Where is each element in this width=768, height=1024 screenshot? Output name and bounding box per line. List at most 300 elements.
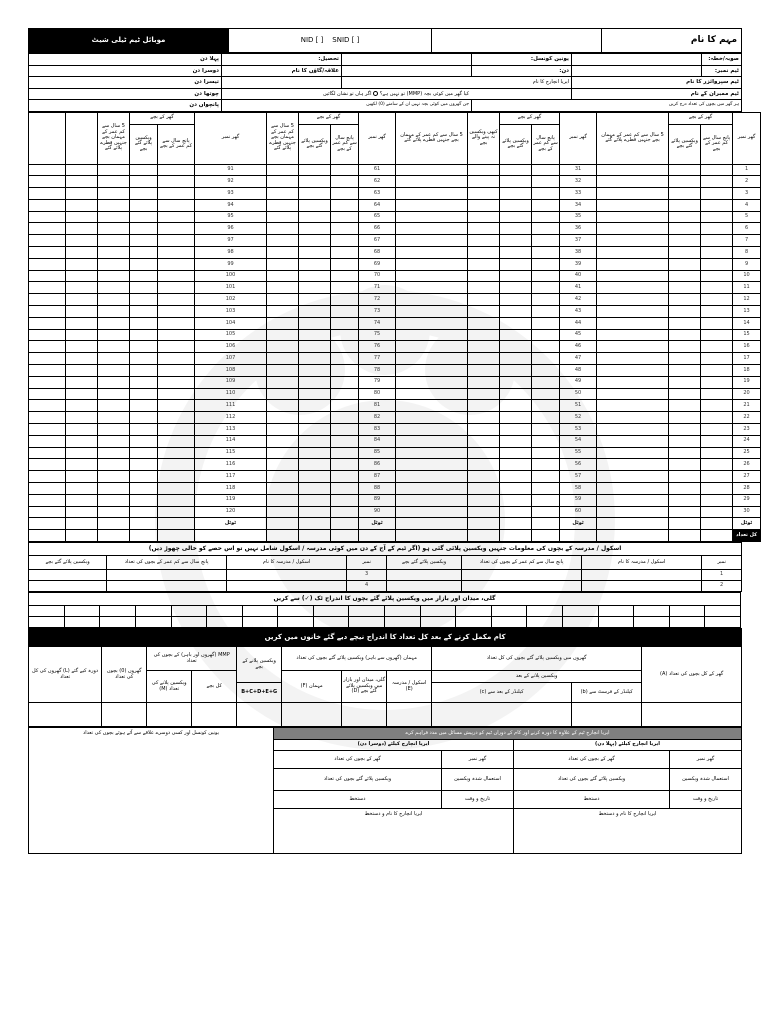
tally-cell[interactable] <box>597 506 669 518</box>
tally-cell[interactable] <box>669 506 701 518</box>
tally-cell[interactable] <box>532 317 560 329</box>
tally-cell[interactable] <box>98 353 130 365</box>
tally-cell[interactable] <box>29 188 66 200</box>
tally-cell[interactable] <box>500 494 532 506</box>
tally-cell[interactable] <box>396 247 468 259</box>
tally-cell[interactable] <box>267 223 299 235</box>
tally-cell[interactable] <box>669 247 701 259</box>
tally-cell[interactable] <box>98 365 130 377</box>
tally-cell[interactable] <box>396 176 468 188</box>
street-tick-cell[interactable] <box>669 606 705 617</box>
tally-cell[interactable] <box>98 506 130 518</box>
tally-cell[interactable] <box>396 329 468 341</box>
tally-cell[interactable] <box>98 317 130 329</box>
total-cell[interactable] <box>130 518 158 530</box>
tally-cell[interactable] <box>299 270 331 282</box>
total-cell[interactable] <box>500 518 532 530</box>
tally-cell[interactable] <box>98 176 130 188</box>
total-cell[interactable] <box>299 518 331 530</box>
tally-cell[interactable] <box>158 176 195 188</box>
grand-total-cell[interactable] <box>560 530 597 542</box>
total-cell[interactable] <box>66 518 98 530</box>
summary-field[interactable] <box>29 703 102 727</box>
street-tick-cell[interactable] <box>349 606 385 617</box>
tally-cell[interactable] <box>158 199 195 211</box>
tally-cell[interactable] <box>468 424 500 436</box>
tally-cell[interactable] <box>158 400 195 412</box>
tally-cell[interactable] <box>66 388 98 400</box>
street-tick-cell[interactable] <box>171 617 207 628</box>
tally-cell[interactable] <box>299 211 331 223</box>
tally-cell[interactable] <box>500 447 532 459</box>
tally-cell[interactable] <box>331 270 359 282</box>
tally-cell[interactable] <box>130 376 158 388</box>
tally-cell[interactable] <box>396 365 468 377</box>
tally-cell[interactable] <box>597 353 669 365</box>
tally-cell[interactable] <box>29 306 66 318</box>
tally-cell[interactable] <box>158 282 195 294</box>
grand-total-cell[interactable] <box>195 530 267 542</box>
tally-cell[interactable] <box>130 353 158 365</box>
tally-cell[interactable] <box>468 188 500 200</box>
tally-cell[interactable] <box>267 176 299 188</box>
tally-cell[interactable] <box>66 447 98 459</box>
street-tick-cell[interactable] <box>705 606 741 617</box>
grand-total-cell[interactable] <box>98 530 130 542</box>
total-cell[interactable] <box>158 518 195 530</box>
tally-cell[interactable] <box>158 270 195 282</box>
tally-cell[interactable] <box>130 188 158 200</box>
tally-cell[interactable] <box>468 471 500 483</box>
tally-cell[interactable] <box>98 199 130 211</box>
tally-cell[interactable] <box>267 306 299 318</box>
street-tick-cell[interactable] <box>207 617 243 628</box>
tally-cell[interactable] <box>29 376 66 388</box>
tally-cell[interactable] <box>130 247 158 259</box>
tally-cell[interactable] <box>158 459 195 471</box>
tally-cell[interactable] <box>500 247 532 259</box>
tally-cell[interactable] <box>66 471 98 483</box>
tally-cell[interactable] <box>299 188 331 200</box>
tally-cell[interactable] <box>299 306 331 318</box>
tally-cell[interactable] <box>701 506 733 518</box>
tally-cell[interactable] <box>267 376 299 388</box>
tally-cell[interactable] <box>331 211 359 223</box>
tally-cell[interactable] <box>98 471 130 483</box>
street-tick-cell[interactable] <box>313 606 349 617</box>
tally-cell[interactable] <box>29 223 66 235</box>
tally-cell[interactable] <box>130 494 158 506</box>
tally-cell[interactable] <box>130 294 158 306</box>
tally-cell[interactable] <box>701 424 733 436</box>
tally-cell[interactable] <box>532 270 560 282</box>
tally-cell[interactable] <box>532 506 560 518</box>
tally-cell[interactable] <box>29 459 66 471</box>
tally-cell[interactable] <box>532 223 560 235</box>
tally-cell[interactable] <box>299 164 331 176</box>
tally-cell[interactable] <box>396 341 468 353</box>
tally-cell[interactable] <box>500 506 532 518</box>
tally-cell[interactable] <box>396 447 468 459</box>
tally-cell[interactable] <box>701 223 733 235</box>
tally-cell[interactable] <box>66 459 98 471</box>
tally-cell[interactable] <box>130 223 158 235</box>
tally-cell[interactable] <box>701 376 733 388</box>
team-no-field[interactable] <box>572 65 702 77</box>
tally-cell[interactable] <box>701 494 733 506</box>
tally-cell[interactable] <box>98 388 130 400</box>
tally-cell[interactable] <box>701 459 733 471</box>
total-cell[interactable] <box>331 518 359 530</box>
tally-cell[interactable] <box>669 188 701 200</box>
tally-cell[interactable] <box>98 424 130 436</box>
tally-cell[interactable] <box>532 164 560 176</box>
tally-cell[interactable] <box>468 329 500 341</box>
tally-cell[interactable] <box>158 223 195 235</box>
tally-cell[interactable] <box>532 424 560 436</box>
tally-cell[interactable] <box>299 223 331 235</box>
tally-cell[interactable] <box>98 459 130 471</box>
tally-cell[interactable] <box>396 188 468 200</box>
tally-cell[interactable] <box>532 247 560 259</box>
tally-cell[interactable] <box>532 388 560 400</box>
tally-cell[interactable] <box>130 435 158 447</box>
tally-cell[interactable] <box>331 258 359 270</box>
tally-cell[interactable] <box>98 247 130 259</box>
tally-cell[interactable] <box>597 199 669 211</box>
tally-cell[interactable] <box>98 258 130 270</box>
tally-cell[interactable] <box>396 424 468 436</box>
tally-cell[interactable] <box>331 412 359 424</box>
tally-cell[interactable] <box>66 376 98 388</box>
tally-cell[interactable] <box>331 494 359 506</box>
tally-cell[interactable] <box>130 235 158 247</box>
campaign-name-field[interactable] <box>432 29 602 53</box>
tally-cell[interactable] <box>158 164 195 176</box>
tally-cell[interactable] <box>299 258 331 270</box>
tally-cell[interactable] <box>669 270 701 282</box>
tally-cell[interactable] <box>532 435 560 447</box>
tally-cell[interactable] <box>701 435 733 447</box>
tally-cell[interactable] <box>597 412 669 424</box>
school-field[interactable] <box>29 581 107 592</box>
grand-total-cell[interactable] <box>66 530 98 542</box>
tally-cell[interactable] <box>396 164 468 176</box>
tally-cell[interactable] <box>532 211 560 223</box>
summary-field[interactable] <box>102 703 147 727</box>
tally-cell[interactable] <box>468 447 500 459</box>
tally-cell[interactable] <box>66 164 98 176</box>
tally-cell[interactable] <box>532 329 560 341</box>
tally-cell[interactable] <box>29 494 66 506</box>
tally-cell[interactable] <box>267 412 299 424</box>
tally-cell[interactable] <box>597 258 669 270</box>
tally-cell[interactable] <box>701 258 733 270</box>
tally-cell[interactable] <box>669 400 701 412</box>
tally-cell[interactable] <box>500 459 532 471</box>
street-tick-cell[interactable] <box>385 617 421 628</box>
street-tick-cell[interactable] <box>456 606 492 617</box>
tally-cell[interactable] <box>299 400 331 412</box>
tally-cell[interactable] <box>500 306 532 318</box>
tally-cell[interactable] <box>267 471 299 483</box>
grand-total-cell[interactable] <box>331 530 359 542</box>
street-tick-cell[interactable] <box>64 617 100 628</box>
tally-cell[interactable] <box>500 294 532 306</box>
tally-cell[interactable] <box>468 388 500 400</box>
street-tick-cell[interactable] <box>278 617 314 628</box>
tally-cell[interactable] <box>66 329 98 341</box>
tally-cell[interactable] <box>299 365 331 377</box>
tally-cell[interactable] <box>468 341 500 353</box>
tally-cell[interactable] <box>299 282 331 294</box>
grand-total-cell[interactable] <box>359 530 396 542</box>
tally-cell[interactable] <box>701 247 733 259</box>
tally-cell[interactable] <box>66 235 98 247</box>
tally-cell[interactable] <box>532 282 560 294</box>
tally-cell[interactable] <box>66 341 98 353</box>
tally-cell[interactable] <box>500 176 532 188</box>
tally-cell[interactable] <box>158 435 195 447</box>
tally-cell[interactable] <box>701 235 733 247</box>
uc-field[interactable] <box>342 54 472 66</box>
grand-total-cell[interactable] <box>29 530 66 542</box>
tally-cell[interactable] <box>331 424 359 436</box>
tally-cell[interactable] <box>66 223 98 235</box>
street-tick-cell[interactable] <box>29 617 65 628</box>
tally-cell[interactable] <box>130 306 158 318</box>
tally-cell[interactable] <box>597 365 669 377</box>
tally-cell[interactable] <box>701 365 733 377</box>
grand-total-cell[interactable] <box>396 530 468 542</box>
tally-cell[interactable] <box>130 341 158 353</box>
tally-cell[interactable] <box>158 329 195 341</box>
tally-cell[interactable] <box>267 400 299 412</box>
street-tick-cell[interactable] <box>242 606 278 617</box>
tally-cell[interactable] <box>158 235 195 247</box>
tally-cell[interactable] <box>331 329 359 341</box>
street-tick-cell[interactable] <box>634 617 670 628</box>
tally-cell[interactable] <box>669 235 701 247</box>
street-tick-cell[interactable] <box>527 606 563 617</box>
tally-cell[interactable] <box>158 447 195 459</box>
tally-cell[interactable] <box>130 400 158 412</box>
tally-cell[interactable] <box>669 412 701 424</box>
tally-cell[interactable] <box>396 435 468 447</box>
tally-cell[interactable] <box>597 164 669 176</box>
tally-cell[interactable] <box>597 294 669 306</box>
tally-cell[interactable] <box>669 459 701 471</box>
tally-cell[interactable] <box>701 294 733 306</box>
tally-cell[interactable] <box>66 400 98 412</box>
tally-cell[interactable] <box>66 412 98 424</box>
tally-cell[interactable] <box>299 459 331 471</box>
tally-cell[interactable] <box>331 435 359 447</box>
total-cell[interactable] <box>701 518 733 530</box>
tally-cell[interactable] <box>299 494 331 506</box>
tally-cell[interactable] <box>66 483 98 495</box>
tally-cell[interactable] <box>331 247 359 259</box>
tally-cell[interactable] <box>597 341 669 353</box>
tally-cell[interactable] <box>532 341 560 353</box>
tally-cell[interactable] <box>701 176 733 188</box>
tally-cell[interactable] <box>299 247 331 259</box>
tally-cell[interactable] <box>669 199 701 211</box>
tally-cell[interactable] <box>267 388 299 400</box>
tally-cell[interactable] <box>669 483 701 495</box>
tally-cell[interactable] <box>29 176 66 188</box>
tally-cell[interactable] <box>29 247 66 259</box>
tally-cell[interactable] <box>597 211 669 223</box>
grand-total-cell[interactable] <box>468 530 500 542</box>
tally-cell[interactable] <box>299 435 331 447</box>
tally-cell[interactable] <box>267 247 299 259</box>
tally-cell[interactable] <box>597 400 669 412</box>
street-tick-cell[interactable] <box>242 617 278 628</box>
tally-cell[interactable] <box>299 412 331 424</box>
grand-total-cell[interactable] <box>299 530 331 542</box>
tally-cell[interactable] <box>468 317 500 329</box>
street-tick-cell[interactable] <box>313 617 349 628</box>
tally-cell[interactable] <box>98 164 130 176</box>
tally-cell[interactable] <box>701 329 733 341</box>
tally-cell[interactable] <box>130 258 158 270</box>
tally-cell[interactable] <box>468 306 500 318</box>
tally-cell[interactable] <box>468 483 500 495</box>
school-field[interactable] <box>29 570 107 581</box>
tally-cell[interactable] <box>468 164 500 176</box>
total-cell[interactable] <box>669 518 701 530</box>
tally-cell[interactable] <box>66 424 98 436</box>
tally-cell[interactable] <box>597 483 669 495</box>
tally-cell[interactable] <box>468 235 500 247</box>
total-cell[interactable] <box>532 518 560 530</box>
tally-cell[interactable] <box>468 258 500 270</box>
tally-cell[interactable] <box>500 376 532 388</box>
tally-cell[interactable] <box>299 329 331 341</box>
street-tick-cell[interactable] <box>100 617 136 628</box>
tally-cell[interactable] <box>468 494 500 506</box>
tally-cell[interactable] <box>500 164 532 176</box>
tally-cell[interactable] <box>130 199 158 211</box>
tally-cell[interactable] <box>500 435 532 447</box>
tally-cell[interactable] <box>98 483 130 495</box>
tally-cell[interactable] <box>669 211 701 223</box>
tally-cell[interactable] <box>158 471 195 483</box>
day-field[interactable] <box>342 65 472 77</box>
tally-cell[interactable] <box>597 459 669 471</box>
tally-cell[interactable] <box>66 306 98 318</box>
tally-cell[interactable] <box>331 365 359 377</box>
tally-cell[interactable] <box>29 471 66 483</box>
tally-cell[interactable] <box>66 270 98 282</box>
street-tick-cell[interactable] <box>100 606 136 617</box>
tally-cell[interactable] <box>267 341 299 353</box>
summary-field[interactable] <box>572 703 642 727</box>
tally-cell[interactable] <box>669 164 701 176</box>
tally-cell[interactable] <box>669 365 701 377</box>
tally-cell[interactable] <box>532 400 560 412</box>
tally-cell[interactable] <box>98 494 130 506</box>
street-tick-cell[interactable] <box>669 617 705 628</box>
tally-cell[interactable] <box>500 388 532 400</box>
tally-cell[interactable] <box>29 412 66 424</box>
tally-cell[interactable] <box>331 223 359 235</box>
street-tick-cell[interactable] <box>135 606 171 617</box>
tally-cell[interactable] <box>331 176 359 188</box>
street-tick-cell[interactable] <box>634 606 670 617</box>
tally-cell[interactable] <box>532 376 560 388</box>
grand-total-cell[interactable] <box>130 530 158 542</box>
tally-cell[interactable] <box>701 270 733 282</box>
mmp-checkbox[interactable] <box>373 91 378 96</box>
tally-cell[interactable] <box>597 329 669 341</box>
tally-cell[interactable] <box>267 435 299 447</box>
tally-cell[interactable] <box>299 424 331 436</box>
tally-cell[interactable] <box>267 199 299 211</box>
tally-cell[interactable] <box>29 211 66 223</box>
tally-cell[interactable] <box>701 447 733 459</box>
tally-cell[interactable] <box>597 435 669 447</box>
tally-cell[interactable] <box>532 353 560 365</box>
tally-cell[interactable] <box>98 282 130 294</box>
tally-cell[interactable] <box>66 199 98 211</box>
tally-cell[interactable] <box>299 235 331 247</box>
tally-cell[interactable] <box>669 306 701 318</box>
tally-cell[interactable] <box>701 306 733 318</box>
tally-cell[interactable] <box>669 176 701 188</box>
tally-cell[interactable] <box>500 329 532 341</box>
tally-cell[interactable] <box>267 506 299 518</box>
tally-cell[interactable] <box>468 223 500 235</box>
tally-cell[interactable] <box>66 211 98 223</box>
tally-cell[interactable] <box>331 164 359 176</box>
tally-cell[interactable] <box>669 258 701 270</box>
tally-cell[interactable] <box>597 447 669 459</box>
tally-cell[interactable] <box>396 376 468 388</box>
tally-cell[interactable] <box>396 235 468 247</box>
tally-cell[interactable] <box>701 188 733 200</box>
tally-cell[interactable] <box>597 188 669 200</box>
tally-cell[interactable] <box>396 211 468 223</box>
tally-cell[interactable] <box>158 341 195 353</box>
summary-field[interactable] <box>642 703 742 727</box>
street-tick-cell[interactable] <box>29 606 65 617</box>
tally-cell[interactable] <box>158 247 195 259</box>
tally-cell[interactable] <box>468 247 500 259</box>
school-field[interactable] <box>107 570 227 581</box>
tally-cell[interactable] <box>29 424 66 436</box>
tally-cell[interactable] <box>331 199 359 211</box>
tally-cell[interactable] <box>500 483 532 495</box>
tally-cell[interactable] <box>130 317 158 329</box>
tally-cell[interactable] <box>29 506 66 518</box>
grand-total-cell[interactable] <box>500 530 532 542</box>
tally-cell[interactable] <box>130 483 158 495</box>
tally-cell[interactable] <box>331 506 359 518</box>
tally-cell[interactable] <box>396 258 468 270</box>
tally-cell[interactable] <box>532 471 560 483</box>
street-tick-cell[interactable] <box>491 606 527 617</box>
tally-cell[interactable] <box>532 188 560 200</box>
tally-cell[interactable] <box>98 329 130 341</box>
tally-cell[interactable] <box>267 258 299 270</box>
tally-cell[interactable] <box>267 329 299 341</box>
tally-cell[interactable] <box>158 494 195 506</box>
tally-cell[interactable] <box>701 317 733 329</box>
tally-cell[interactable] <box>669 376 701 388</box>
tally-cell[interactable] <box>669 353 701 365</box>
